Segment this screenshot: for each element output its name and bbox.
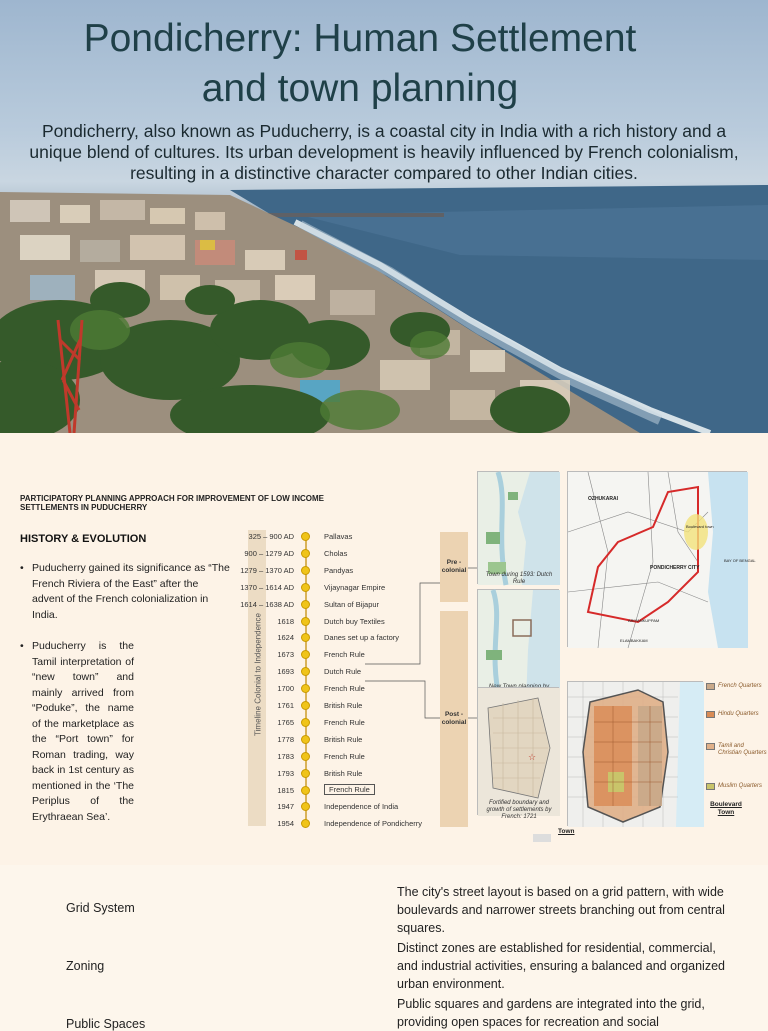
timeline-date: 1815	[277, 785, 294, 795]
feature-term: Public Spaces	[66, 1017, 146, 1031]
timeline-label: Danes set up a factory	[324, 633, 400, 643]
map-1721-caption: Fortified boundary and growth of settlements by French: 1721	[486, 800, 552, 820]
timeline-date: 1793	[277, 768, 294, 778]
timeline-date: 1761	[277, 701, 294, 710]
timeline-label: French Rule	[324, 751, 365, 761]
legend-swatch	[706, 711, 715, 718]
timeline-label: Cholas	[324, 548, 348, 558]
page-title	[0, 14, 720, 114]
timeline-label: Sultan of Bijapur	[324, 599, 380, 609]
legend-item	[706, 683, 762, 690]
bullet-text: Puducherry is the Tamil interpretation of “new town” and mainly arrived from “Poduke”, the name of the marketplace as the “Port town” for Roman trading, way back in 1st century as mentioned in the ‘The Periplus of the Erythraean Sea’.	[32, 640, 134, 823]
timeline-label: Dutch Rule	[324, 667, 362, 677]
feature-description: Public squares and gardens are integrated into the grid, providing open spaces for recreation and social	[397, 997, 705, 1029]
bullet-dot-icon: •	[20, 562, 24, 574]
timeline-label: Pallavas	[324, 532, 353, 541]
legend-label: Tamil and Christian Quarters	[718, 743, 767, 756]
map-1593	[477, 471, 559, 584]
timeline-label: French Rule	[324, 717, 365, 727]
legend-swatch	[706, 783, 715, 790]
history-title: HISTORY & EVOLUTION	[20, 533, 147, 545]
timeline-date: 1279 – 1370 AD	[240, 565, 294, 575]
label-boulevard: Boulevard town	[686, 524, 714, 529]
legend-label: Hindu Quarters	[718, 711, 759, 717]
era-post-colonial: Post - colonial	[440, 611, 468, 827]
timeline-date: 1778	[277, 734, 294, 744]
timeline-label: British Rule	[324, 701, 363, 710]
timeline-date: 1370 – 1614 AD	[240, 582, 294, 592]
feature-term: Zoning	[66, 959, 105, 973]
legend-item	[706, 743, 768, 757]
map-town-label: Town	[558, 828, 575, 835]
label-ariyankuppam: ARIYANKUPPAM	[628, 618, 660, 623]
timeline-date: 1947	[277, 802, 294, 812]
timeline-label: British Rule	[324, 768, 363, 778]
legend-label: Muslim Quarters	[718, 783, 763, 789]
timeline-date: 1618	[277, 616, 294, 626]
timeline-label: French Rule	[324, 784, 375, 795]
timeline-label: Dutch buy Textiles	[324, 616, 385, 626]
timeline-label: French Rule	[324, 684, 365, 694]
timeline-date: 1614 – 1638 AD	[240, 599, 294, 609]
pondicherry-region-map	[567, 471, 756, 647]
label-bay-of-bengal: BAY OF BENGAL	[724, 558, 756, 563]
title-line-1: Pondicherry: Human Settlement	[83, 17, 637, 60]
timeline-label: Independence of India	[324, 802, 399, 812]
timeline-axis-label: Timeline Colonial to Independence	[253, 613, 263, 736]
legend-item	[706, 783, 762, 790]
timeline-label: Pandyas	[324, 565, 354, 575]
feature-term: Grid System	[66, 901, 135, 915]
timeline-label: French Rule	[324, 650, 365, 660]
history-poster	[0, 433, 768, 865]
hero-banner	[0, 0, 768, 433]
svg-text:☆: ☆	[528, 753, 537, 763]
map-1694	[477, 589, 559, 701]
legend-item	[706, 711, 759, 718]
era-pre-colonial: Pre - colonial	[440, 532, 468, 602]
timeline-date: 1693	[277, 667, 294, 677]
scale-bar	[533, 834, 551, 842]
legend-label: French Quarters	[718, 683, 762, 689]
label-ozhukarai: OZHUKARAI	[588, 496, 618, 502]
timeline-label: Independence of Pondicherry	[324, 819, 422, 829]
planning-features-table	[0, 865, 768, 1031]
map-1593-caption: Town during 1593: Dutch Rule	[485, 572, 553, 585]
map-1721	[477, 687, 559, 820]
legend-swatch	[706, 683, 715, 690]
timeline-date: 1765	[277, 717, 294, 727]
timeline-date: 1954	[277, 819, 294, 829]
bullet-dot-icon: •	[20, 640, 24, 652]
label-elambakkam: ELAMBAKKAM	[620, 638, 648, 643]
timeline-date: 1700	[277, 684, 294, 694]
title-line-2: and town planning	[201, 67, 519, 110]
boulevard-town-label: Boulevard Town	[710, 801, 742, 816]
feature-description: Distinct zones are established for residential, commercial, and industrial activities, ensuring a balanced and organized urban environment.	[397, 941, 725, 991]
timeline-date: 325 – 900 AD	[248, 532, 294, 541]
timeline-date: 1673	[277, 650, 294, 660]
timeline-label: Vijaynagar Empire	[324, 582, 386, 592]
timeline-label: British Rule	[324, 734, 363, 744]
boulevard-town-map	[567, 681, 703, 826]
label-pondicherry-city: PONDICHERRY CITY	[650, 565, 700, 571]
legend-swatch	[706, 743, 715, 750]
feature-description: The city's street layout is based on a grid pattern, with wide boulevards and narrower streets branching out from central squares.	[397, 885, 725, 935]
poster-header: PARTICIPATORY PLANNING APPROACH FOR IMPROVEMENT OF LOW INCOME SETTLEMENTS IN PUDUCHERRY	[20, 494, 325, 512]
bullet-text: Puducherry gained its significance as “The French Riviera of the East” after the advent of the French colonialization in India.	[32, 562, 230, 621]
timeline-date: 1624	[277, 633, 294, 643]
timeline-date: 1783	[277, 751, 294, 761]
timeline-date: 900 – 1279 AD	[244, 548, 294, 558]
intro-paragraph: Pondicherry, also known as Puducherry, is a coastal city in India with a rich history and a unique blend of cultures. Its urban development is heavily influenced by French colonialism, resulting in a distinctive character compared to other Indian cities.	[29, 121, 739, 183]
